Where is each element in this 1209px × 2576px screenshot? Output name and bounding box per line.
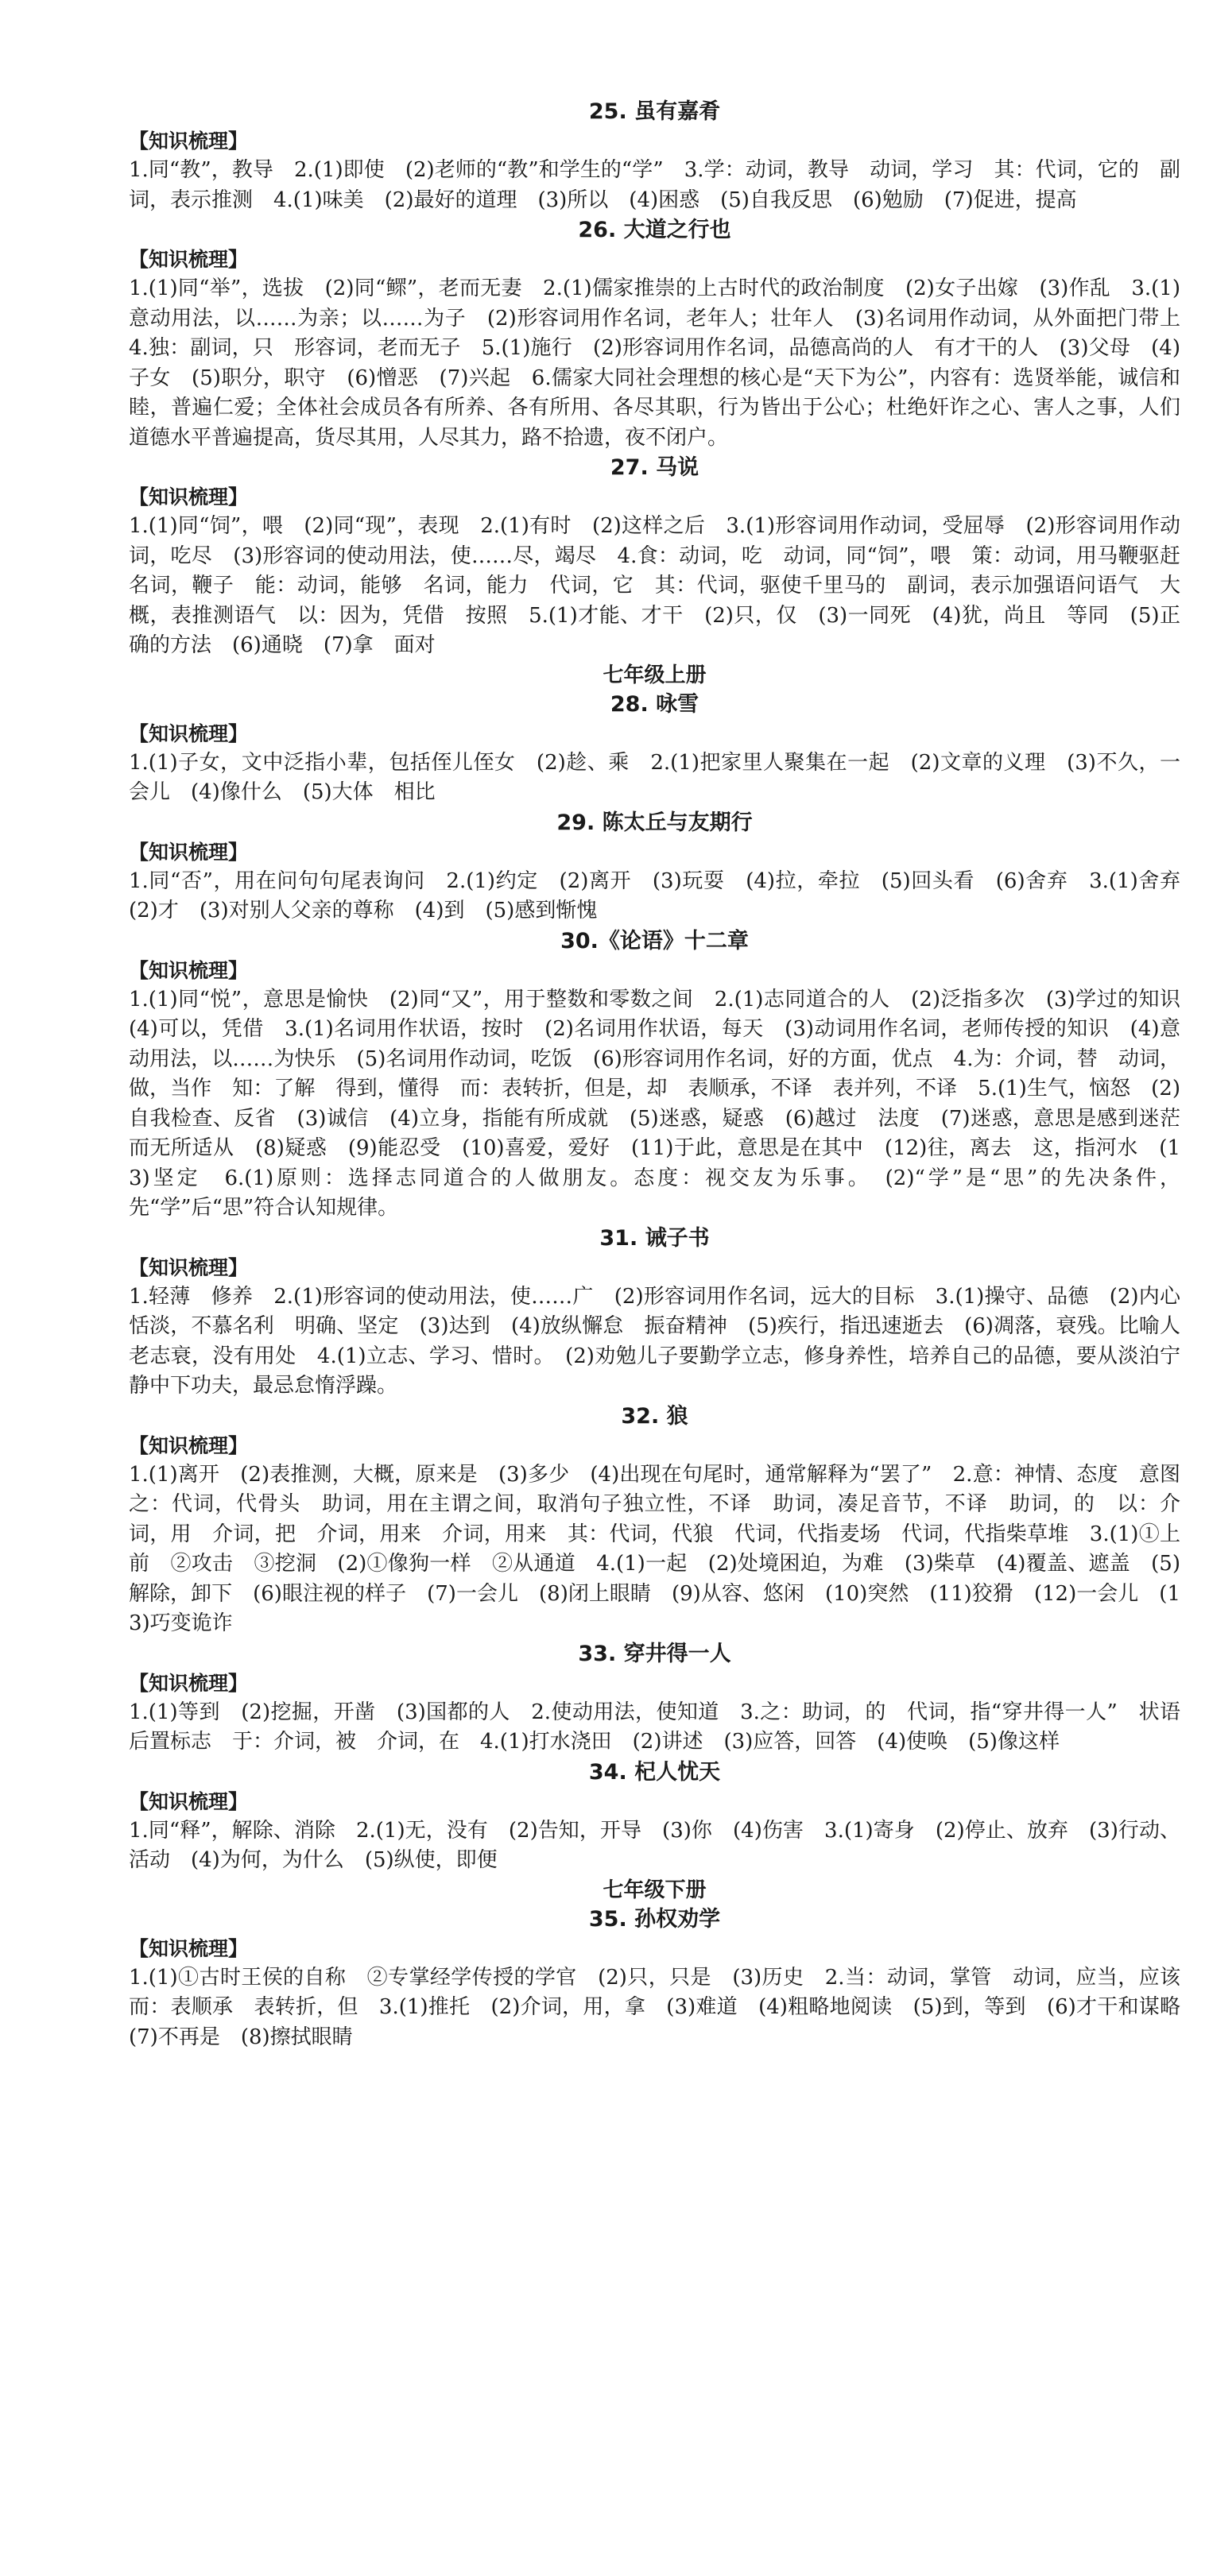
section-title: 28. 咏雪 [610, 691, 699, 717]
section-title: 29. 陈太丘与友期行 [556, 810, 753, 835]
grade-heading: 七年级下册 [603, 1878, 707, 1902]
section-title: 35. 孙权劝学 [588, 1906, 721, 1932]
section-title: 33. 穿井得一人 [578, 1641, 731, 1666]
section-heading: 【知识梳理】 [129, 1671, 249, 1695]
section-31 [129, 1224, 1180, 1402]
section-title: 31. 诫子书 [599, 1225, 710, 1251]
section-body: 1.(1)①古时王侯的自称 ②专掌经学传授的学官 (2)只，只是 (3)历史 2.当：动词，掌管 动词，应当，应该 而：表顺承 表转折，但 3.(1)推托 (2)介词，用，拿 (3)难道 (4)粗略地阅读 (5)到，等到 (6)才干和谋略 (7)不再是 (8)擦拭眼睛 [129, 1965, 1202, 2049]
section-heading: 【知识梳理】 [129, 485, 249, 509]
grade-heading: 七年级上册 [603, 663, 707, 687]
section-35 [129, 1876, 1202, 2053]
section-33 [129, 1639, 1180, 1758]
section-26 [129, 215, 1202, 453]
section-29 [129, 808, 1202, 926]
section-body: 1.(1)同“悦”，意思是愉快 (2)同“又”，用于整数和零数之间 2.(1)志同道合的人 (2)泛指多次 (3)学过的知识 (4)可以，凭借 3.(1)名词用作状语，按时 (2)名词用作状语，每天 (3)动词用作名词，老师传授的知识 (4)意动用法，以……为快乐 (5)名词用作动词，吃饭 (6)形容词用作名词，好的方面，优点 4.为：介词，替 动词，做，当作 知：了解 得到，懂得 而：表转折，但是，却 表顺承，不译 表并列，不译 5.(1)生气，恼怒 (2)自我检查、反省 (3)诚信 (4)立身，指能有所成就 (5)迷惑，疑惑 (6)越过 法度 (7)迷惑，意思是感到迷茫而无所适从 (8)疑惑 (9)能忍受 (10)喜爱，爱好 (11)于此，意思是在其中 (12)往，离去 这，指河水 (13)坚定 6.(1)原则：选择志同道合的人做朋友。态度：视交友为乐事。 (2)“学”是“思”的先决条件，先“学”后“思”符合认知规律。 [129, 987, 1202, 1220]
section-body: 1.同“释”，解除、消除 2.(1)无，没有 (2)告知，开导 (3)你 (4)伤害 3.(1)寄身 (2)停止、放弃 (3)行动、活动 (4)为何，为什么 (5)纵使，即便 [129, 1818, 1180, 1872]
section-heading: 【知识梳理】 [129, 1433, 249, 1457]
section-title: 30.《论语》十二章 [560, 928, 749, 953]
section-32 [129, 1402, 1202, 1639]
section-title: 26. 大道之行也 [578, 218, 731, 242]
section-heading: 【知识梳理】 [129, 248, 249, 271]
section-title: 25. 虽有嘉肴 [588, 99, 721, 124]
section-body: 1.(1)子女，文中泛指小辈，包括侄儿侄女 (2)趁、乘 2.(1)把家里人聚集在一起 (2)文章的义理 (3)不久，一会儿 (4)像什么 (5)大体 相比 [129, 750, 1180, 804]
section-27 [129, 453, 1202, 661]
section-body: 1.(1)同“举”，选拔 (2)同“鳏”，老而无妻 2.(1)儒家推崇的上古时代的政治制度 (2)女子出嫁 (3)作乱 3.(1)意动用法，以……为亲；以……为子 (2)形容词用作名词，老年人；壮年人 (3)名词用作动词，从外面把门带上 4.独：副词，只 形容词，老而无子 5.(1)施行 (2)形容词用作名词，品德高尚的人 有才干的人 (3)父母 (4)子女 (5)职分，职守 (6)憎恶 (7)兴起 6.儒家大同社会理想的核心是“天下为公”，内容有：选贤举能，诚信和睦，普遍仁爱；全体社会成员各有所养、各有所用、各尽其职，行为皆出于公心；杜绝奸诈之心、害人之事，人们道德水平普遍提高，货尽其用，人尽其力，路不拾遗，夜不闭户。 [129, 277, 1202, 450]
section-34 [129, 1758, 1180, 1876]
section-body: 1.轻薄 修养 2.(1)形容词的使动用法，使……广 (2)形容词用作名词，远大的目标 3.(1)操守、品德 (2)内心恬淡，不慕名利 明确、坚定 (3)达到 (4)放纵懈怠 振奋精神 (5)疾行，指迅速逝去 (6)凋落，衰残。比喻人老志衰，没有用处 4.(1)立志、学习、惜时。 (2)劝勉儿子要勤学立志，修身养性，培养自己的品德，要从淡泊宁静中下功夫，最忌怠惰浮躁。 [129, 1284, 1180, 1398]
section-body: 1.同“教”，教导 2.(1)即使 (2)老师的“教”和学生的“学” 3.学：动词，教导 动词，学习 其：代词，它的 副词，表示推测 4.(1)味美 (2)最好的道理 (3)所以 (4)困惑 (5)自我反思 (6)勉励 (7)促进，提高 [129, 158, 1180, 212]
section-heading: 【知识梳理】 [129, 1789, 249, 1813]
section-heading: 【知识梳理】 [129, 721, 249, 745]
section-heading: 【知识梳理】 [129, 840, 249, 864]
section-title: 34. 杞人忧天 [588, 1759, 721, 1785]
section-body: 1.同“否”，用在问句句尾表询问 2.(1)约定 (2)离开 (3)玩耍 (4)拉，牵拉 (5)回头看 (6)舍弃 3.(1)舍弃 (2)才 (3)对别人父亲的尊称 (4)到 (5)感到惭愧 [129, 868, 1202, 922]
section-heading: 【知识梳理】 [129, 1255, 249, 1279]
section-heading: 【知识梳理】 [129, 958, 249, 982]
section-body: 1.(1)离开 (2)表推测，大概，原来是 (3)多少 (4)出现在句尾时，通常解释为“罢了” 2.意：神情、态度 意图 之：代词，代骨头 助词，用在主谓之间，取消句子独立性，不译 助词，凑足音节，不译 助词，的 以：介词，用 介词，把 介词，用来 介词，用来 其：代词，代狼 代词，代指麦场 代词，代指柴草堆 3.(1)①上前 ②攻击 ③挖洞 (2)①像狗一样 ②从通道 4.(1)一起 (2)处境困迫，为难 (3)柴草 (4)覆盖、遮盖 (5)解除，卸下 (6)眼注视的样子 (7)一会儿 (8)闭上眼睛 (9)从容、悠闲 (10)突然 (11)狡猾 (12)一会儿 (13)巧变诡诈 [129, 1462, 1202, 1635]
section-title: 32. 狼 [621, 1403, 688, 1429]
section-body: 1.(1)等到 (2)挖掘，开凿 (3)国都的人 2.使动用法，使知道 3.之：助词，的 代词，指“穿井得一人” 状语后置标志 于：介词，被 介词，在 4.(1)打水浇田 (2)讲述 (3)应答，回答 (4)使唤 (5)像这样 [129, 1700, 1180, 1754]
section-25 [129, 97, 1180, 215]
section-28 [129, 661, 1180, 808]
section-heading: 【知识梳理】 [129, 130, 249, 153]
section-body: 1.(1)同“饲”，喂 (2)同“现”，表现 2.(1)有时 (2)这样之后 3.(1)形容词用作动词，受屈辱 (2)形容词用作动词，吃尽 (3)形容词的使动用法，使……尽，竭尽 4.食：动词，吃 动词，同“饲”，喂 策：动词，用马鞭驱赶 名词，鞭子 能：动词，能够 名词，能力 代词，它 其：代词，驱使千里马的 副词，表示加强语问语气 大概，表推测语气 以：因为，凭借 按照 5.(1)才能、才干 (2)只，仅 (3)一同死 (4)犹，尚且 等同 (5)正确的方法 (6)通晓 (7)拿 面对 [129, 514, 1202, 657]
section-title: 27. 马说 [610, 455, 699, 480]
section-heading: 【知识梳理】 [129, 1936, 249, 1960]
section-30 [129, 926, 1202, 1224]
